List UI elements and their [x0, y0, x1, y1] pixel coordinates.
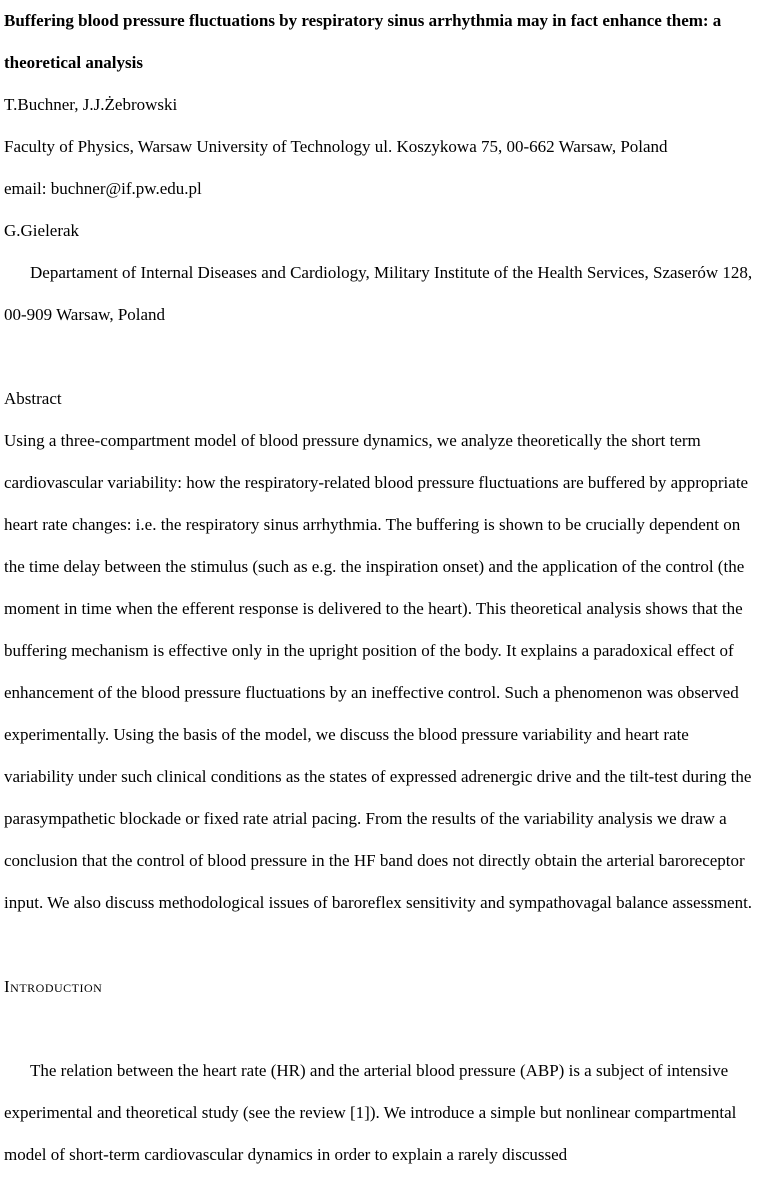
section-heading-introduction: Introduction	[4, 977, 103, 996]
authors-line: T.Buchner, J.J.Żebrowski	[4, 95, 178, 114]
paper-title: Buffering blood pressure fluctuations by respiratory sinus arrhythmia may in fact enhance them: a theoretical analysis	[4, 11, 722, 72]
affiliation-1: Faculty of Physics, Warsaw University of Technology ul. Koszykowa 75, 00-662 Warsaw, Poland	[4, 137, 668, 156]
abstract-heading: Abstract	[4, 389, 62, 408]
affiliation-2: Departament of Internal Diseases and Cardiology, Military Institute of the Health Services, Szaserów 128, 00-909 Warsaw, Poland	[4, 263, 753, 324]
intro-paragraph: The relation between the heart rate (HR) and the arterial blood pressure (ABP) is a subject of intensive experimental and theoretical study (see the review [1]). We introduce a simple but nonlinear compartmental model of short-term cardiovascular dynamics in order to explain a rarely discussed	[4, 1061, 737, 1164]
email-line: email: buchner@if.pw.edu.pl	[4, 179, 202, 198]
author-2: G.Gielerak	[4, 221, 80, 240]
abstract-paragraph: Using a three-compartment model of blood pressure dynamics, we analyze theoretically the short term cardiovascular variability: how the respiratory-related blood pressure fluctuations are buffered by appropriate heart rate changes: i.e. the respiratory sinus arrhythmia. The buffering is shown to be crucially dependent on the time delay between the stimulus (such as e.g. the inspiration onset) and the application of the control (the moment in time when the efferent response is delivered to the heart). This theoretical analysis shows that the buffering mechanism is effective only in the upright position of the body. It explains a paradoxical effect of enhancement of the blood pressure fluctuations by an ineffective control. Such a phenomenon was observed experimentally. Using the basis of the model, we discuss the blood pressure variability and heart rate variability under such clinical conditions as the states of expressed adrenergic drive and the tilt-test during the parasympathetic blockade or fixed rate atrial pacing. From the results of the variability analysis we draw a conclusion that the control of blood pressure in the HF band does not directly obtain the arterial baroreceptor input. We also discuss methodological issues of baroreflex sensitivity and sympathovagal balance assessment.	[4, 431, 753, 912]
